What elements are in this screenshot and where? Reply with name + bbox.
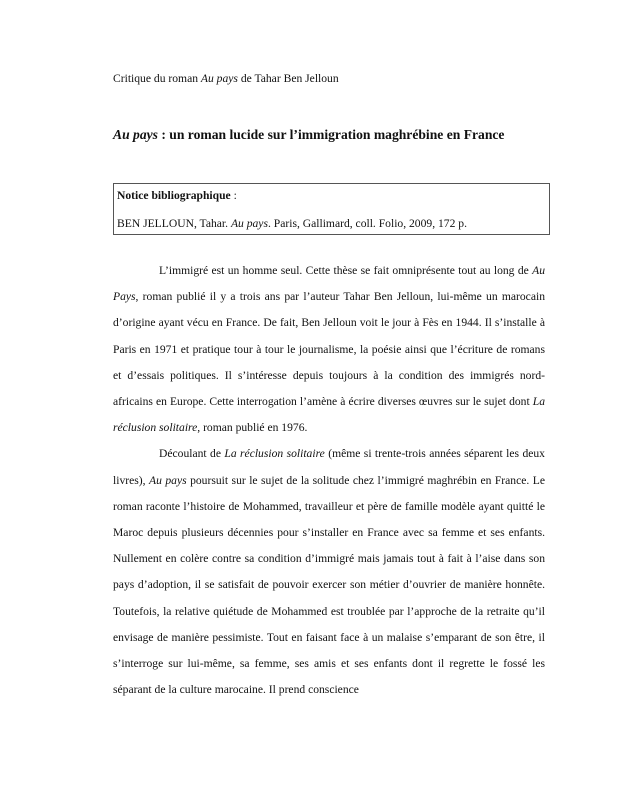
paragraph-1 bbox=[113, 258, 545, 441]
bibliographic-notice-box bbox=[113, 183, 550, 235]
paragraph-2 bbox=[113, 441, 545, 703]
citation-publication: . Paris, Gallimard, coll. Folio, 2009, 172 p. bbox=[267, 217, 467, 230]
paragraph-2-text-a: Découlant de bbox=[159, 447, 225, 461]
notice-citation bbox=[117, 216, 545, 232]
paragraph-2-text-c: poursuit sur le sujet de la solitude chez l’immigré maghrébin en France. Le roman raconte l’histoire de Mohammed, travailleur et père de famille modèle ayant quitté le Maroc depuis plusieurs décennies pour s’installer en France avec sa femme et ses enfants. Nullement en colère contre sa condition d’immigré mais jamais tout à fait à l’aise dans son pays d’adoption, il se satisfait de pouvoir exercer son métier d’ouvrier de manière honnête. Toutefois, la relative quiétude de Mohammed est troublée par l’approche de la retraite qu’il envisage de manière pessimiste. Tout en faisant face à un malaise s’emparant de son être, il s’interroge sur lui-même, sa femme, ses amis et ses enfants dont il regrette le fossé les séparant de la culture marocaine. Il prend conscience bbox=[113, 473, 545, 697]
header-suffix: de Tahar Ben Jelloun bbox=[237, 72, 339, 85]
notice-label: Notice bibliographique bbox=[117, 189, 231, 202]
paragraph-1-text-a: L’immigré est un homme seul. Cette thèse se fait omniprésente tout au long de bbox=[159, 264, 533, 277]
notice-heading bbox=[117, 188, 545, 204]
document-header bbox=[113, 72, 339, 85]
paragraph-1-text-c: , roman publié en 1976. bbox=[197, 421, 308, 435]
citation-book-title: Au pays bbox=[230, 217, 268, 230]
paragraph-1-italic-b: La réclusion solitaire bbox=[113, 395, 545, 435]
citation-author: BEN JELLOUN, Tahar. bbox=[117, 217, 231, 230]
article-title bbox=[113, 127, 504, 143]
paragraph-2-italic-b: Au pays bbox=[149, 473, 187, 487]
notice-label-suffix: : bbox=[230, 189, 237, 202]
paragraph-1-italic-a: Au Pays bbox=[113, 264, 545, 304]
paragraph-2-text-b: (même si trente-trois années séparent les deux livres), bbox=[113, 447, 545, 487]
paragraph-1-text-b: , roman publié il y a trois ans par l’auteur Tahar Ben Jelloun, lui-même un marocain d’origine ayant vécu en France. De fait, Ben Jelloun voit le jour à Fès en 1944. Il s’installe à Paris en 1971 et pratique tour à tour le journalisme, la poésie ainsi que l’écriture de romans et d’essais politiques. Il s’intéresse depuis toujours à la condition des immigrés nord-africains en Europe. Cette interrogation l’amène à écrire diverses œuvres sur le sujet dont bbox=[113, 290, 545, 409]
header-prefix: Critique du roman bbox=[113, 72, 201, 85]
title-text: : un roman lucide sur l’immigration maghrébine en France bbox=[157, 127, 505, 142]
paragraph-2-italic-a: La réclusion solitaire bbox=[224, 447, 325, 461]
header-book-title: Au pays bbox=[200, 72, 238, 85]
title-book-name: Au pays bbox=[113, 127, 158, 142]
article-body bbox=[113, 258, 545, 703]
